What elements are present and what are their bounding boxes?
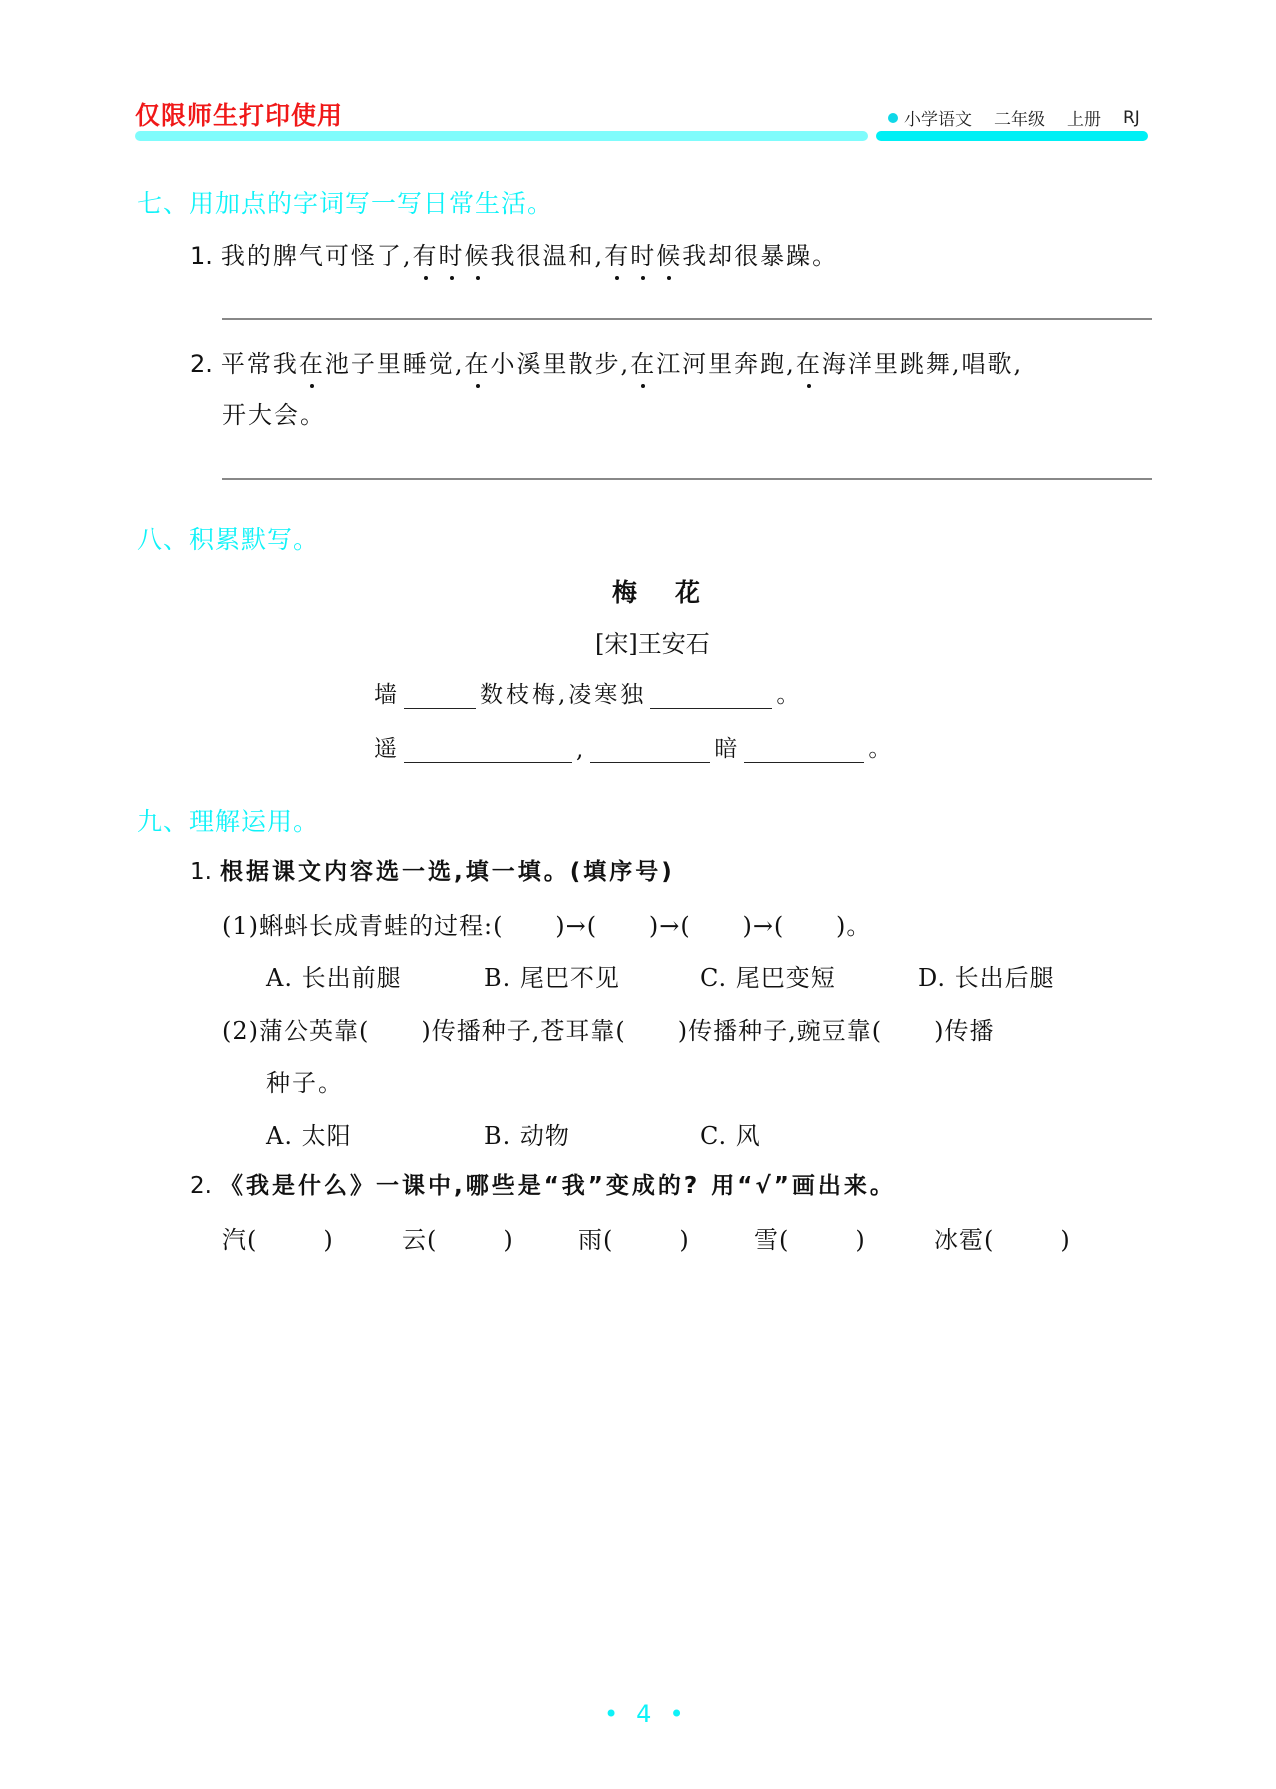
text-segment: )传播: [934, 1017, 995, 1045]
page-number-value: 4: [636, 1700, 670, 1728]
dotted-char: 时: [439, 236, 465, 271]
check-item-snow[interactable]: 雪( ): [754, 1226, 866, 1254]
page-number: [604, 1700, 702, 1728]
poem-title: 梅花: [612, 578, 739, 607]
dotted-char: 在: [465, 344, 491, 379]
dotted-char: 在: [630, 344, 656, 379]
question-number: 2.: [190, 1173, 212, 1199]
question-number: 1.: [190, 242, 213, 270]
subject-info: [888, 105, 1140, 130]
blank-1[interactable]: [404, 682, 476, 709]
option-a: A. 太阳: [266, 1122, 352, 1150]
text-segment: 暗: [714, 736, 741, 762]
sub-question-2-line-2: 种子。: [266, 1069, 344, 1097]
check-item-steam[interactable]: 汽( ): [222, 1226, 334, 1254]
poem-line-2: [374, 730, 894, 763]
dotted-char: 有: [604, 236, 630, 271]
text-segment: )传播种子,苍耳靠(: [421, 1017, 626, 1045]
text-segment: 。: [846, 912, 872, 940]
question-number: 1.: [190, 859, 212, 885]
text-segment: )传播种子,豌豆靠(: [677, 1017, 883, 1045]
section-8-title: 八、积累默写。: [137, 525, 320, 554]
text-segment: 我却很暴躁。: [682, 242, 839, 270]
header-bar-left: [135, 131, 868, 141]
section-9-question-1: [190, 853, 675, 886]
section-7-question-1: [190, 236, 838, 271]
dotted-char: 有: [413, 236, 439, 271]
option-d: D. 长出后腿: [918, 964, 1055, 992]
question-number: 2.: [190, 350, 213, 378]
dotted-char: 在: [299, 344, 325, 379]
text-segment: 数枝梅,凌寒独: [480, 682, 647, 708]
section-7-question-2-line-2: 开大会。: [222, 401, 326, 429]
check-item-hail[interactable]: 冰雹( ): [934, 1226, 1071, 1254]
section-9-question-2: [190, 1167, 896, 1200]
sub-question-2: [222, 1011, 994, 1046]
answer-line-2[interactable]: [222, 478, 1152, 480]
text-segment: 池子里睡觉,: [324, 350, 465, 378]
bullet-dot-icon: •: [669, 1700, 702, 1728]
question-text: 《我是什么》一课中,哪些是“我”变成的? 用“√”画出来。: [219, 1173, 896, 1199]
bullet-dot-icon: [888, 113, 898, 123]
answer-paren-4[interactable]: ( ): [773, 912, 847, 940]
watermark-print-notice: 仅限师生打印使用: [135, 101, 344, 130]
poem-line-1: [374, 676, 802, 709]
subject-label: 小学语文: [904, 110, 972, 130]
text-segment: ,: [576, 737, 587, 763]
text-segment: 我很温和,: [490, 242, 605, 270]
text-segment: (2)蒲公英靠(: [222, 1017, 370, 1045]
bullet-dot-icon: •: [604, 1700, 637, 1728]
text-segment: 海洋里跳舞,唱歌,: [821, 350, 1024, 378]
check-item-rain[interactable]: 雨( ): [578, 1226, 690, 1254]
question-text: 根据课文内容选一选,填一填。(填序号): [219, 859, 675, 885]
edition-label: RJ: [1123, 107, 1140, 128]
blank-4[interactable]: [590, 736, 710, 763]
answer-paren-1[interactable]: ( ): [493, 912, 566, 940]
options-row-2: [266, 1116, 761, 1151]
sub-question-1: [222, 906, 871, 941]
option-b: B. 动物: [484, 1122, 570, 1150]
volume-label: 上册: [1067, 110, 1101, 130]
answer-paren-2[interactable]: ( ): [586, 912, 660, 940]
option-c: C. 尾巴变短: [700, 964, 836, 992]
arrow-icon: →: [659, 912, 681, 940]
dotted-char: 时: [630, 236, 656, 271]
blank-5[interactable]: [744, 736, 864, 763]
section-9-title: 九、理解运用。: [137, 807, 320, 836]
blank-3[interactable]: [404, 736, 572, 763]
option-a: A. 长出前腿: [266, 964, 402, 992]
text-segment: 我的脾气可怪了,: [220, 242, 413, 270]
section-7-title: 七、用加点的字词写一写日常生活。: [137, 189, 554, 218]
sub-question-label: (1)蝌蚪长成青蛙的过程:: [222, 912, 494, 940]
text-segment: 遥: [374, 736, 400, 762]
grade-label: 二年级: [994, 110, 1045, 130]
text-segment: 江河里奔跑,: [656, 350, 796, 378]
text-segment: 。: [776, 682, 803, 708]
dotted-char: 在: [796, 344, 822, 379]
text-segment: 小溪里散步,: [490, 350, 631, 378]
answer-paren-3[interactable]: ( ): [680, 912, 753, 940]
arrow-icon: →: [752, 912, 774, 940]
text-segment: 墙: [374, 682, 400, 708]
arrow-icon: →: [565, 912, 587, 940]
option-c: C. 风: [700, 1122, 761, 1150]
option-b: B. 尾巴不见: [484, 964, 620, 992]
text-segment: 。: [868, 736, 895, 762]
check-item-cloud[interactable]: 云( ): [402, 1226, 514, 1254]
answer-line-1[interactable]: [222, 318, 1152, 320]
dotted-char: 候: [465, 236, 491, 271]
check-items-row: [222, 1220, 1071, 1255]
text-segment: 平常我: [220, 350, 299, 378]
blank-2[interactable]: [650, 682, 772, 709]
dotted-char: 候: [656, 236, 682, 271]
options-row-1: [266, 958, 1055, 993]
section-7-question-2: [190, 344, 1023, 379]
poem-author: [宋]王安石: [595, 630, 710, 658]
header-bar-right: [876, 131, 1148, 141]
